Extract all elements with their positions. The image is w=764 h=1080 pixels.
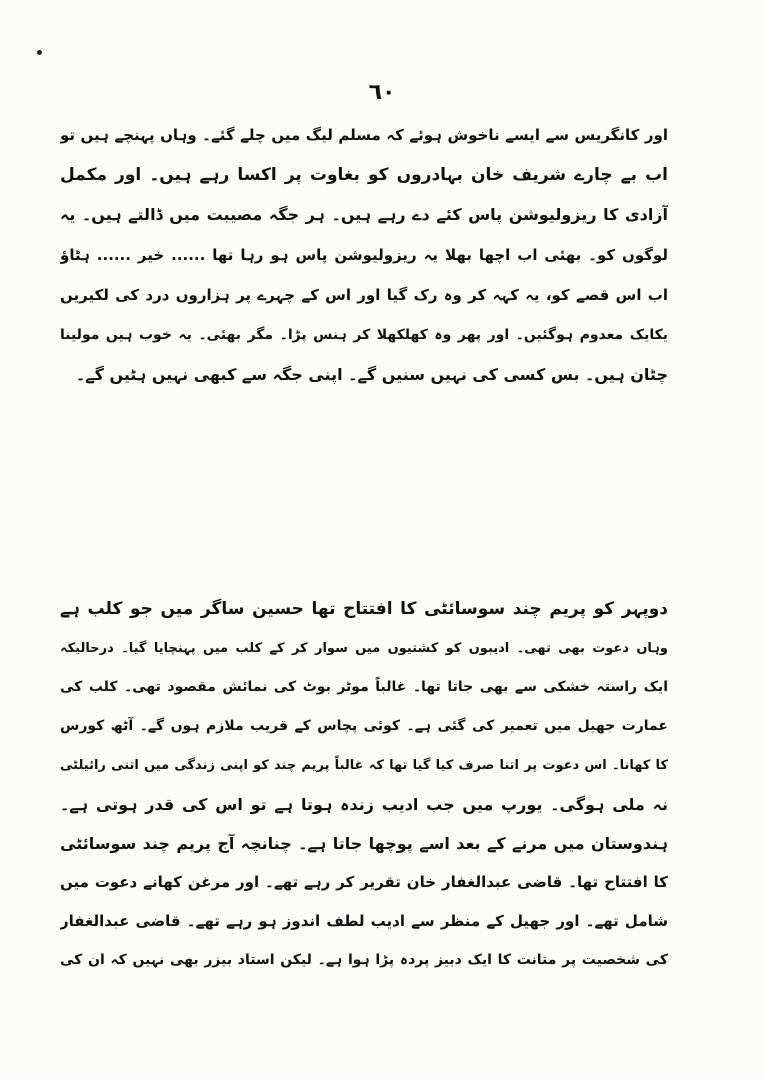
paragraph-2 [60, 590, 668, 980]
paragraph-1 [60, 115, 668, 395]
text-line: چٹان ہیں۔ بس کسی کی نہیں سنیں گے۔ اپنی جگہ سے کبھی نہیں ہٹیں گے۔ [75, 365, 668, 384]
text-line: شامل تھے۔ اور جھیل کے منظر سے ادیب لطف اندوز ہو رہے تھے۔ قاضی عبدالغفار [60, 912, 668, 930]
text-line: ہندوستان میں مرنے کے بعد اسے پوچھا جاتا ہے۔ چنانچہ آج پریم چند سوسائٹی [60, 834, 668, 853]
text-line: آزادی کا ریزولیوشن پاس کئے دے رہے ہیں۔ ہر جگہ مصیبت میں ڈالتے ہیں۔ یہ [60, 205, 668, 224]
text-line: اب اس قصے کو، یہ کہہ کر وہ رک گیا اور اس کے چہرے پر ہزاروں درد کی لکیریں [60, 286, 668, 304]
text-line: کا کھانا۔ اس دعوت پر اتنا صرف کیا گیا تھا کہ غالباً پریم چند کو اپنی زندگی میں اتنی رائیلٹی [60, 758, 668, 773]
text-line: لوگوں کو۔ بھئی اب اچھا بھلا یہ ریزولیوشن پاس ہو رہا تھا ...... خیر ...... ہٹاؤ [60, 246, 668, 264]
text-line: کا افتتاح تھا۔ قاضی عبدالغفار خان تقریر کر رہے تھے۔ اور مرغن کھانے دعوت میں [60, 873, 668, 891]
text-line: دوپہر کو پریم چند سوسائٹی کا افتتاح تھا حسین ساگر میں جو کلب ہے [60, 599, 668, 619]
text-line: نہ ملی ہوگی۔ یورپ میں جب ادیب زندہ ہوتا ہے تو اس کی قدر ہوتی ہے۔ [60, 795, 668, 814]
ink-speck [37, 50, 42, 55]
text-line: وہاں دعوت بھی تھی۔ ادیبوں کو کشتیوں میں سوار کر کے کلب میں پہنچایا گیا۔ درحالیکہ [60, 641, 668, 656]
text-line: کی شخصیت پر متانت کا ایک دبیز پردہ پڑا ہوا ہے۔ لیکن استاد بیزر بھی نہیں کہ ان کی [60, 952, 668, 968]
text-line: عمارت جھیل میں تعمیر کی گئی ہے۔ کوئی پچاس کے قریب ملازم ہوں گے۔ آٹھ کورس [60, 718, 668, 734]
text-line: اور کانگریس سے ایسے ناخوش ہوئے کہ مسلم لیگ میں چلے گئے۔ وہاں پہنچے ہیں تو [60, 126, 668, 144]
text-line: یکایک معدوم ہوگئیں۔ اور پھر وہ کھلکھلا کر ہنس پڑا۔ مگر بھئی۔ یہ خوب ہیں مولینا [60, 327, 668, 343]
text-line: ایک راستہ خشکی سے بھی جاتا تھا۔ غالباً موٹر بوٹ کی نمائش مقصود تھی۔ کلب کی [60, 679, 668, 695]
page-number: ٦٠ [368, 80, 396, 105]
text-line: اب بے چارے شریف خان بہادروں کو بغاوت پر اکسا رہے ہیں۔ اور مکمل [60, 165, 668, 185]
